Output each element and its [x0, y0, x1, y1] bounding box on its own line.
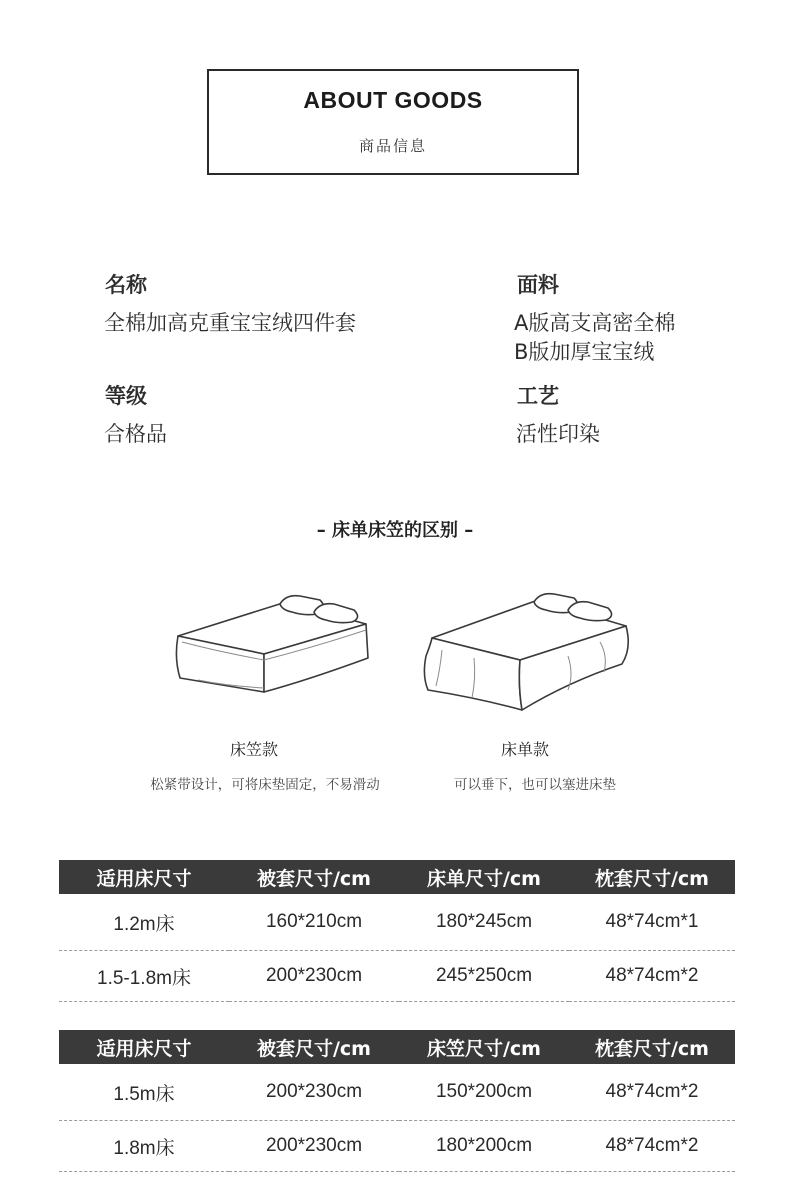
table-cell: 1.5m床: [59, 1064, 229, 1121]
grade-label: 等级: [105, 384, 147, 408]
flat-sheet-desc: 可以垂下，也可以塞进床垫: [454, 777, 616, 793]
table-cell: 1.2m床: [59, 894, 229, 951]
table-header-cell: 被套尺寸/cm: [229, 1030, 399, 1064]
flat-sheet-name: 床单款: [500, 740, 549, 759]
table-header-row: [59, 1030, 735, 1064]
header-subtitle: 商品信息: [358, 137, 427, 155]
name-label: 名称: [105, 273, 147, 297]
table-cell: 48*74cm*2: [569, 951, 735, 1002]
table-cell: 1.8m床: [59, 1121, 229, 1172]
table-header-cell: 床单尺寸/cm: [399, 860, 569, 894]
table-cell: 245*250cm: [399, 951, 569, 1002]
table-row: [59, 951, 735, 1002]
table-header-cell: 枕套尺寸/cm: [569, 1030, 735, 1064]
table-row: [59, 1064, 735, 1121]
craft-value: 活性印染: [516, 422, 600, 446]
table-header-cell: 适用床尺寸: [59, 860, 229, 894]
flat-sheet-bed-illustration: [418, 586, 636, 714]
section-title-difference: – 床单床笠的区别 –: [316, 520, 474, 541]
header-title: ABOUT GOODS: [303, 87, 483, 113]
fitted-sheet-desc: 松紧带设计，可将床垫固定，不易滑动: [150, 777, 380, 793]
table-cell: 200*230cm: [229, 951, 399, 1002]
table-header-cell: 适用床尺寸: [59, 1030, 229, 1064]
fabric-label: 面料: [517, 273, 559, 297]
table-cell: 48*74cm*2: [569, 1121, 735, 1172]
table-cell: 150*200cm: [399, 1064, 569, 1121]
table-cell: 180*245cm: [399, 894, 569, 951]
table-cell: 1.5-1.8m床: [59, 951, 229, 1002]
table-header-cell: 床笠尺寸/cm: [399, 1030, 569, 1064]
table-cell: 180*200cm: [399, 1121, 569, 1172]
table-cell: 48*74cm*2: [569, 1064, 735, 1121]
name-value: 全棉加高克重宝宝绒四件套: [104, 311, 356, 335]
table-row: [59, 894, 735, 951]
size-table-fitted-sheet: [59, 1030, 735, 1172]
table-row: [59, 1121, 735, 1172]
fitted-sheet-name: 床笠款: [229, 740, 278, 759]
grade-value: 合格品: [104, 422, 167, 446]
table-cell: 200*230cm: [229, 1064, 399, 1121]
table-cell: 200*230cm: [229, 1121, 399, 1172]
table-cell: 48*74cm*1: [569, 894, 735, 951]
fitted-sheet-bed-illustration: [168, 588, 378, 706]
table-cell: 160*210cm: [229, 894, 399, 951]
about-goods-header: [207, 69, 579, 175]
table-header-cell: 被套尺寸/cm: [229, 860, 399, 894]
size-table-flat-sheet: [59, 860, 735, 1002]
fabric-value-b: B版加厚宝宝绒: [514, 340, 655, 364]
table-header-cell: 枕套尺寸/cm: [569, 860, 735, 894]
table-header-row: [59, 860, 735, 894]
craft-label: 工艺: [517, 384, 559, 408]
fabric-value-a: A版高支高密全棉: [514, 311, 676, 335]
